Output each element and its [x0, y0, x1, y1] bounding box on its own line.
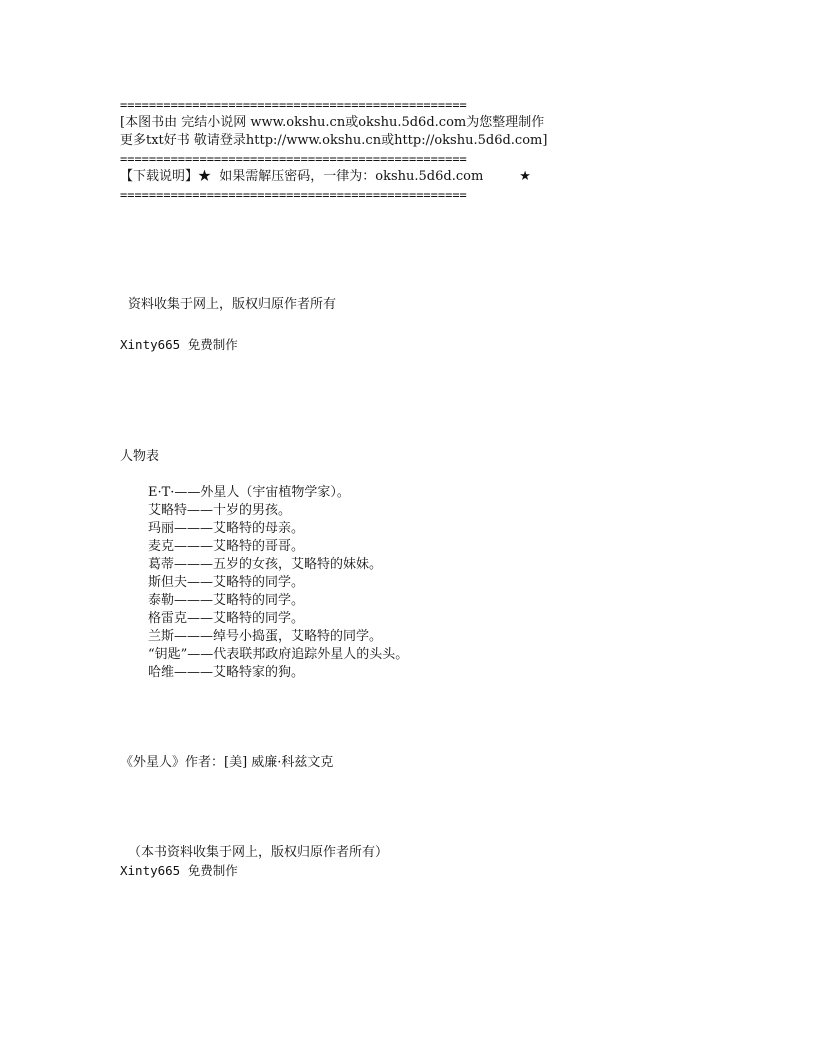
- intro-collected-note: 资料收集于网上，版权归原作者所有: [128, 297, 337, 312]
- character-item: 哈维———艾略特家的狗。: [148, 665, 305, 680]
- book-title-line: 《外星人》作者：[美] 威廉·科兹文克: [120, 755, 334, 770]
- character-item: E·T·——外星人（宇宙植物学家）。: [148, 485, 350, 500]
- character-item: “钥匙”——代表联邦政府追踪外星人的头头。: [148, 647, 409, 662]
- character-item: 泰勒———艾略特的同学。: [148, 593, 305, 608]
- divider-rule: ================================================: [120, 188, 467, 202]
- character-item: 葛蒂———五岁的女孩，艾略特的妹妹。: [148, 557, 383, 572]
- characters-heading: 人物表: [120, 449, 160, 464]
- divider-rule: ================================================: [120, 98, 467, 112]
- intro-maker-note: Xinty665 免费制作: [120, 337, 238, 352]
- character-item: 麦克———艾略特的哥哥。: [148, 539, 305, 554]
- character-item: 玛丽———艾略特的母亲。: [148, 521, 305, 536]
- footer-collected-note: （本书资料收集于网上，版权归原作者所有）: [128, 845, 389, 860]
- footer-maker-note: Xinty665 免费制作: [120, 863, 238, 878]
- source-line-2: 更多txt好书 敬请登录http://www.okshu.cn或http://okshu.5d6d.com]: [120, 133, 548, 148]
- character-item: 格雷克——艾略特的同学。: [148, 611, 305, 626]
- character-item: 艾略特——十岁的男孩。: [148, 503, 292, 518]
- star-icon: ★: [519, 169, 531, 184]
- document-page: [120, 96, 720, 880]
- character-item: 斯但夫——艾略特的同学。: [148, 575, 305, 590]
- divider-rule: ================================================: [120, 152, 467, 166]
- character-list: [120, 484, 720, 682]
- download-note-text: 【下载说明】★ 如果需解压密码，一律为：okshu.5d6d.com: [120, 169, 484, 184]
- character-item: 兰斯———绰号小捣蛋，艾略特的同学。: [148, 629, 383, 644]
- source-line-1: [本图书由 完结小说网 www.okshu.cn或okshu.5d6d.com为您整理制作: [120, 115, 545, 130]
- download-note: [120, 168, 720, 186]
